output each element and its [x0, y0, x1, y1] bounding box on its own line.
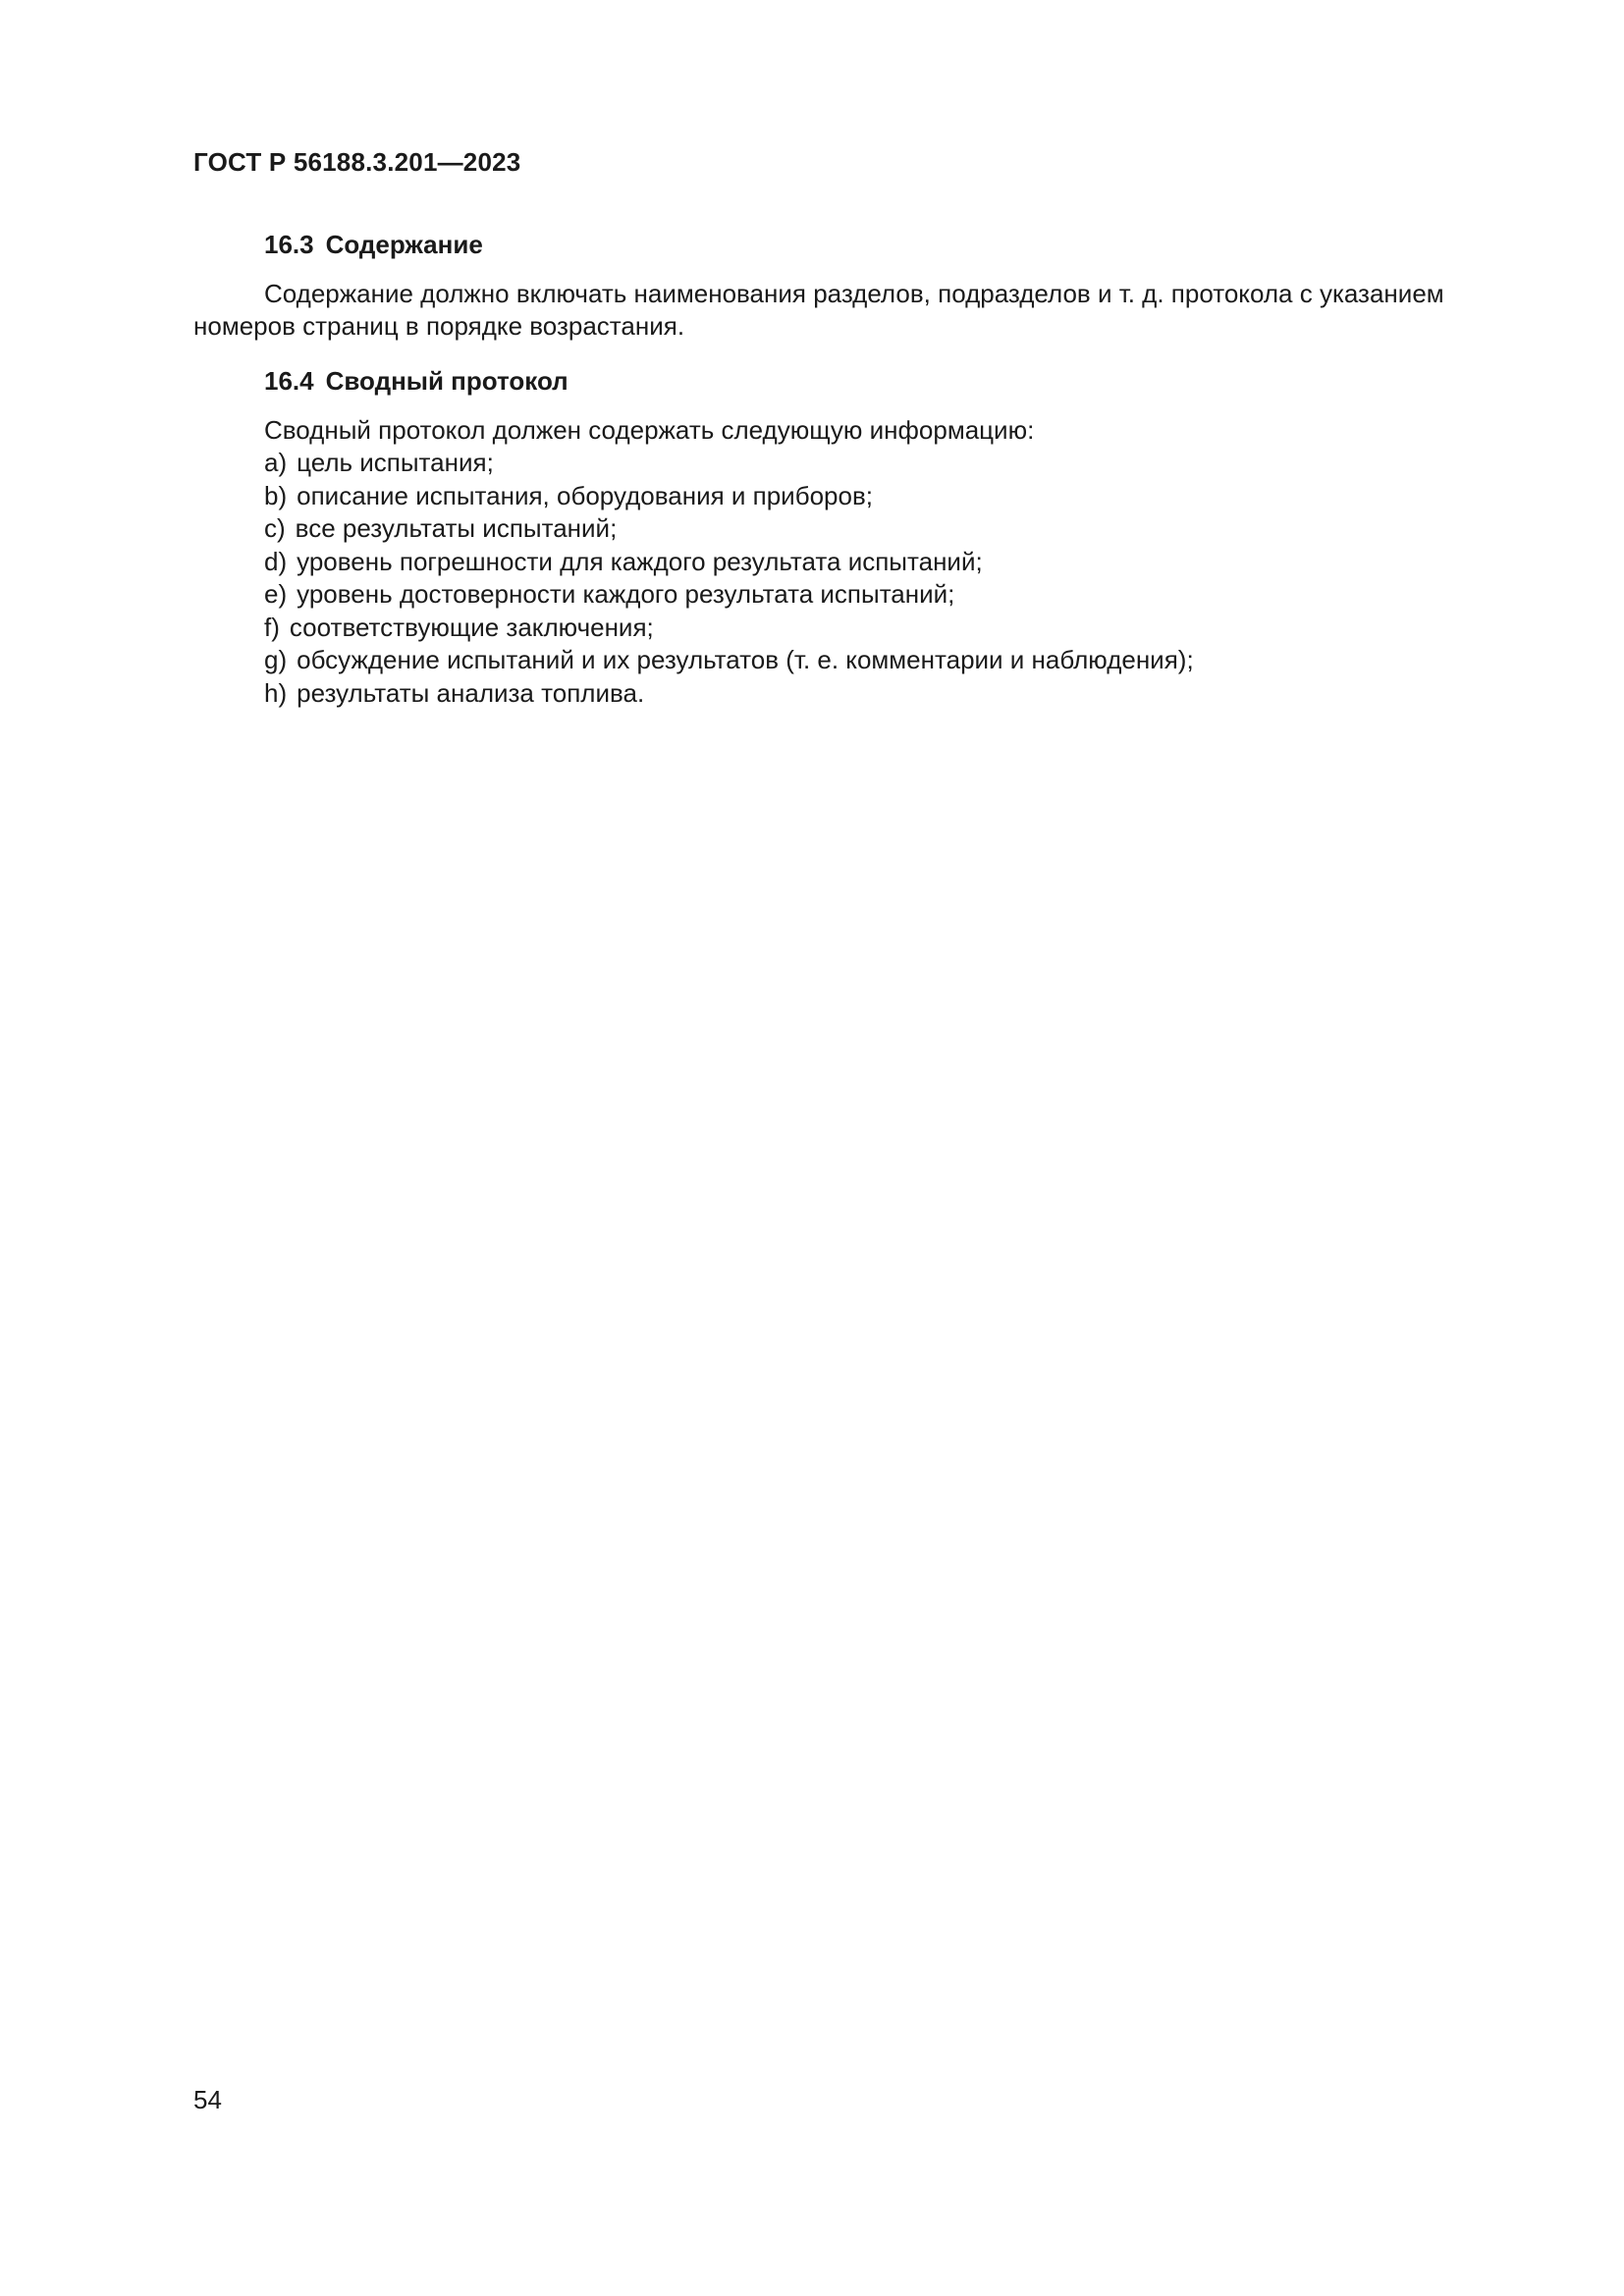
section-heading	[193, 228, 1529, 261]
list-marker: g)	[264, 645, 288, 674]
list-text: описание испытания, оборудования и приборов;	[297, 480, 874, 510]
list-marker: f)	[264, 612, 280, 642]
list-marker: e)	[264, 579, 288, 609]
list-text: цель испытания;	[297, 448, 494, 477]
list-item	[264, 447, 1529, 480]
section-title: Сводный протокол	[325, 366, 568, 396]
summary-list	[193, 447, 1529, 710]
list-item	[264, 578, 1529, 612]
list-text: уровень достоверности каждого результата испытаний;	[297, 579, 955, 609]
list-text: уровень погрешности для каждого результата испытаний;	[297, 546, 983, 576]
section-heading	[193, 364, 1529, 398]
list-marker: a)	[264, 448, 288, 477]
list-marker: d)	[264, 546, 288, 576]
list-text: обсуждение испытаний и их результатов (т. е. комментарии и наблюдения);	[297, 645, 1194, 674]
list-item	[264, 677, 1529, 711]
list-marker: h)	[264, 677, 288, 708]
section-paragraph: Содержание должно включать наименования разделов, подразделов и т. д. протокола с указанием номеров страниц в порядке возрастания.	[193, 279, 1444, 341]
list-item	[264, 644, 1529, 677]
page-number: 54	[193, 2085, 222, 2114]
list-text: результаты анализа топлива.	[297, 677, 645, 708]
list-item	[264, 512, 1529, 546]
list-item	[264, 546, 1529, 579]
list-item	[264, 612, 1529, 645]
list-item	[264, 480, 1529, 513]
section-16-4	[193, 364, 1529, 710]
document-header: ГОСТ Р 56188.3.201—2023	[193, 147, 521, 177]
list-marker: c)	[264, 513, 286, 543]
section-number: 16.4	[264, 366, 314, 396]
list-text: соответствующие заключения;	[289, 612, 654, 642]
list-marker: b)	[264, 480, 288, 510]
section-title: Содержание	[325, 230, 483, 259]
section-number: 16.3	[264, 230, 314, 259]
section-intro: Сводный протокол должен содержать следующую информацию:	[264, 415, 1035, 445]
section-16-3	[193, 228, 1529, 343]
list-text: все результаты испытаний;	[295, 513, 618, 543]
